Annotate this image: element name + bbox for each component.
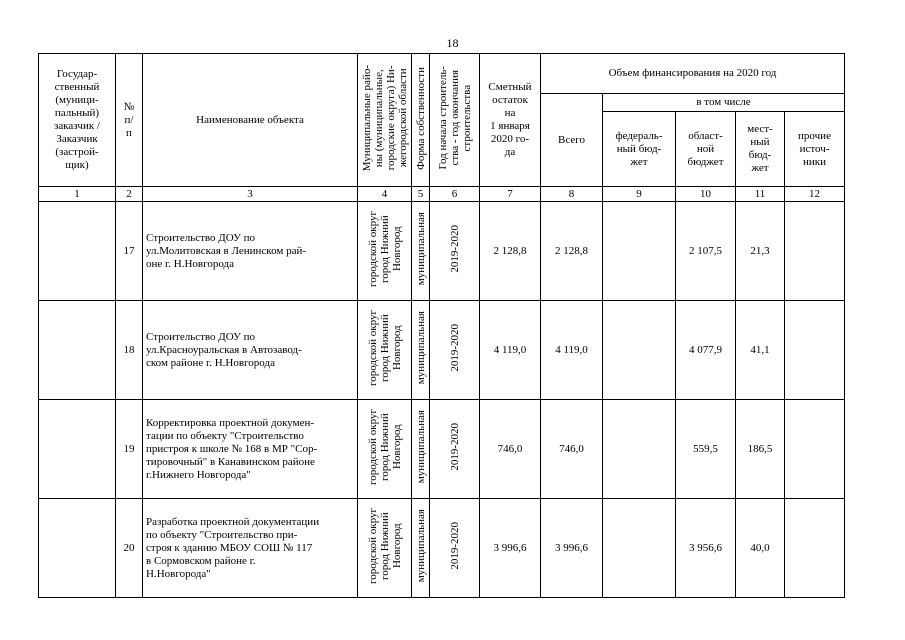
cell-district: городской округ город Нижний Новгород bbox=[358, 301, 412, 400]
header-district: Муниципальные райо- ны (муниципальные, городские округа) Ни- жегородской области bbox=[358, 54, 412, 187]
header-regional: област- ной бюджет bbox=[676, 112, 736, 187]
cell-years: 2019-2020 bbox=[430, 202, 480, 301]
cell-object-name: Разработка проектной документации по объекту "Строительство при- строя к зданию МБОУ СОШ № 117 в Сормовском районе г. Н.Новгорода" bbox=[143, 499, 358, 598]
header-total: Всего bbox=[541, 94, 603, 187]
cell-ownership: муниципальная bbox=[412, 400, 430, 499]
header-other: прочие источ- ники bbox=[785, 112, 845, 187]
cell-regional: 4 077,9 bbox=[676, 301, 736, 400]
column-number: 9 bbox=[603, 187, 676, 202]
cell-number: 18 bbox=[116, 301, 143, 400]
cell-regional: 559,5 bbox=[676, 400, 736, 499]
financing-table bbox=[38, 53, 845, 598]
cell-total: 3 996,6 bbox=[541, 499, 603, 598]
cell-estimate: 3 996,6 bbox=[480, 499, 541, 598]
cell-total: 746,0 bbox=[541, 400, 603, 499]
cell-object-name: Строительство ДОУ по ул.Красноуральская в Автозавод- ском районе г. Н.Новгорода bbox=[143, 301, 358, 400]
column-number: 6 bbox=[430, 187, 480, 202]
cell-district: городской округ город Нижний Новгород bbox=[358, 202, 412, 301]
header-estimate-balance: Сметный остаток на 1 января 2020 го- да bbox=[480, 54, 541, 187]
column-number: 12 bbox=[785, 187, 845, 202]
table-row bbox=[39, 301, 845, 400]
column-number: 5 bbox=[412, 187, 430, 202]
cell-other bbox=[785, 499, 845, 598]
cell-local: 186,5 bbox=[736, 400, 785, 499]
cell-ownership: муниципальная bbox=[412, 499, 430, 598]
header-ownership: Форма собственности bbox=[412, 54, 430, 187]
table-row bbox=[39, 202, 845, 301]
cell-object-name: Строительство ДОУ по ул.Молитовская в Ленинском рай- оне г. Н.Новгорода bbox=[143, 202, 358, 301]
cell-total: 2 128,8 bbox=[541, 202, 603, 301]
cell-district: городской округ город Нижний Новгород bbox=[358, 499, 412, 598]
cell-customer bbox=[39, 499, 116, 598]
table-row bbox=[39, 499, 845, 598]
cell-federal bbox=[603, 202, 676, 301]
header-federal: федераль- ный бюд- жет bbox=[603, 112, 676, 187]
cell-estimate: 746,0 bbox=[480, 400, 541, 499]
column-numbers-row bbox=[39, 187, 845, 202]
column-number: 8 bbox=[541, 187, 603, 202]
cell-local: 41,1 bbox=[736, 301, 785, 400]
header-local: мест- ный бюд- жет bbox=[736, 112, 785, 187]
cell-years: 2019-2020 bbox=[430, 499, 480, 598]
cell-number: 17 bbox=[116, 202, 143, 301]
cell-federal bbox=[603, 499, 676, 598]
column-number: 11 bbox=[736, 187, 785, 202]
column-number: 4 bbox=[358, 187, 412, 202]
cell-years: 2019-2020 bbox=[430, 400, 480, 499]
cell-other bbox=[785, 400, 845, 499]
column-number: 10 bbox=[676, 187, 736, 202]
cell-district: городской округ город Нижний Новгород bbox=[358, 400, 412, 499]
column-number: 2 bbox=[116, 187, 143, 202]
cell-other bbox=[785, 202, 845, 301]
cell-customer bbox=[39, 301, 116, 400]
cell-federal bbox=[603, 301, 676, 400]
header-including: в том числе bbox=[603, 94, 845, 112]
cell-ownership: муниципальная bbox=[412, 301, 430, 400]
cell-local: 40,0 bbox=[736, 499, 785, 598]
cell-total: 4 119,0 bbox=[541, 301, 603, 400]
cell-other bbox=[785, 301, 845, 400]
cell-years: 2019-2020 bbox=[430, 301, 480, 400]
table-row bbox=[39, 400, 845, 499]
column-number: 1 bbox=[39, 187, 116, 202]
cell-object-name: Корректировка проектной докумен- тации по объекту "Строительство пристроя к школе № 168 в МР "Сор- тировочный" в Канавинском районе г.Нижнего Новгорода" bbox=[143, 400, 358, 499]
header-financing-volume: Объем финансирования на 2020 год bbox=[541, 54, 845, 94]
cell-customer bbox=[39, 400, 116, 499]
cell-number: 20 bbox=[116, 499, 143, 598]
header-years: Год начала строитель- ства - год окончания строительства bbox=[430, 54, 480, 187]
page-number: 18 bbox=[446, 36, 459, 50]
column-number: 3 bbox=[143, 187, 358, 202]
cell-regional: 3 956,6 bbox=[676, 499, 736, 598]
cell-ownership: муниципальная bbox=[412, 202, 430, 301]
column-number: 7 bbox=[480, 187, 541, 202]
cell-regional: 2 107,5 bbox=[676, 202, 736, 301]
header-customer: Государ- ственный (муници- пальный) заказчик / Заказчик (застрой- щик) bbox=[39, 54, 116, 187]
cell-estimate: 4 119,0 bbox=[480, 301, 541, 400]
cell-federal bbox=[603, 400, 676, 499]
header-number: № п/ п bbox=[116, 54, 143, 187]
cell-number: 19 bbox=[116, 400, 143, 499]
header-object-name: Наименование объекта bbox=[143, 54, 358, 187]
cell-customer bbox=[39, 202, 116, 301]
cell-estimate: 2 128,8 bbox=[480, 202, 541, 301]
cell-local: 21,3 bbox=[736, 202, 785, 301]
